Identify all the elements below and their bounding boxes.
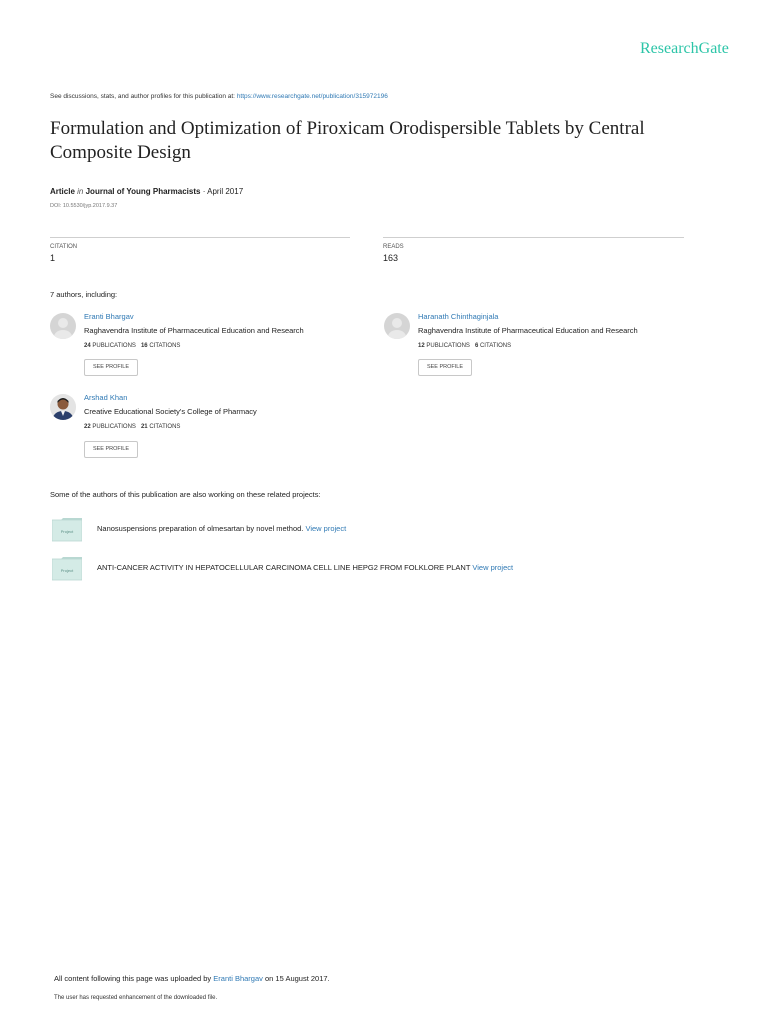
citations-label: CITATIONS [149,343,181,349]
see-profile-button[interactable]: SEE PROFILE [84,359,138,376]
see-profile-button[interactable]: SEE PROFILE [84,441,138,458]
enhancement-note: The user has requested enhancement of the downloaded file. [54,995,218,1001]
paper-title: Formulation and Optimization of Piroxicam Orodispersible Tablets by Central Composite Design [50,118,645,163]
divider-left [50,237,350,238]
projects-heading: Some of the authors of this publication are also working on these related projects: [50,490,321,499]
upload-prefix: All content following this page was uploaded by [54,974,212,983]
citation-stat [50,244,77,263]
citations-count: 6 [474,343,479,349]
citations-label: CITATIONS [479,343,512,349]
upload-suffix: on 15 August 2017. [265,974,330,983]
publications-count: 22 [84,424,91,430]
person-icon [50,313,76,339]
journal-name: Journal of Young Pharmacists [85,187,201,196]
avatar-placeholder[interactable] [384,313,410,339]
project-icon-label: Project [60,568,74,573]
paper-meta [50,187,243,196]
doi-text: DOI: 10.5530/jyp.2017.9.37 [50,203,118,209]
person-icon [384,313,410,339]
project-folder-icon [52,557,82,579]
author-stats [84,424,180,430]
author-name-link[interactable]: Haranath Chinthaginjala [418,312,499,321]
project-item [97,524,346,533]
publications-label: PUBLICATIONS [426,343,470,349]
view-project-link[interactable]: View project [305,524,347,533]
article-type: Article [50,187,75,196]
discussion-prefix: See discussions, stats, and author profiles for this publication at: [50,93,235,100]
authors-heading: 7 authors, including: [50,290,118,299]
project-title: Nanosuspensions preparation of olmesartan by novel method. [97,524,304,533]
avatar-photo[interactable] [50,394,76,420]
citations-label: CITATIONS [149,424,181,430]
publication-date: · April 2017 [202,187,244,196]
reads-stat [383,244,404,263]
divider-right [383,237,684,238]
project-folder-icon [52,518,82,540]
citations-count: 21 [140,424,148,430]
publications-label: PUBLICATIONS [92,424,136,430]
author-institution: Raghavendra Institute of Pharmaceutical Education and Research [418,326,638,335]
publications-count: 24 [84,343,91,349]
author-stats [84,343,180,349]
publications-label: PUBLICATIONS [92,343,136,349]
citation-value: 1 [50,253,56,263]
avatar-placeholder[interactable] [50,313,76,339]
author-institution: Creative Educational Society's College of Pharmacy [84,407,257,416]
discussion-line [50,93,388,100]
researchgate-logo[interactable]: ResearchGate [640,40,729,57]
uploader-link[interactable]: Eranti Bhargav [213,974,263,983]
project-icon-label: Project [60,529,74,534]
project-item [97,563,513,572]
author-photo-icon [50,394,76,420]
publication-url-link[interactable]: https://www.researchgate.net/publication/315972196 [236,93,388,100]
see-profile-button[interactable]: SEE PROFILE [418,359,472,376]
author-stats [418,343,511,349]
author-institution: Raghavendra Institute of Pharmaceutical Education and Research [84,326,304,335]
author-name-link[interactable]: Arshad Khan [84,393,128,402]
citations-count: 16 [140,343,148,349]
author-name-link[interactable]: Eranti Bhargav [84,312,134,321]
upload-note [54,974,330,983]
reads-label: READS [383,244,404,250]
project-title: ANTI-CANCER ACTIVITY IN HEPATOCELLULAR CARCINOMA CELL LINE HEPG2 FROM FOLKLORE PLANT [97,563,471,572]
reads-value: 163 [383,253,399,263]
publications-count: 12 [418,343,425,349]
view-project-link[interactable]: View project [472,563,514,572]
citation-label: CITATION [50,244,78,250]
in-label: in [77,187,84,196]
